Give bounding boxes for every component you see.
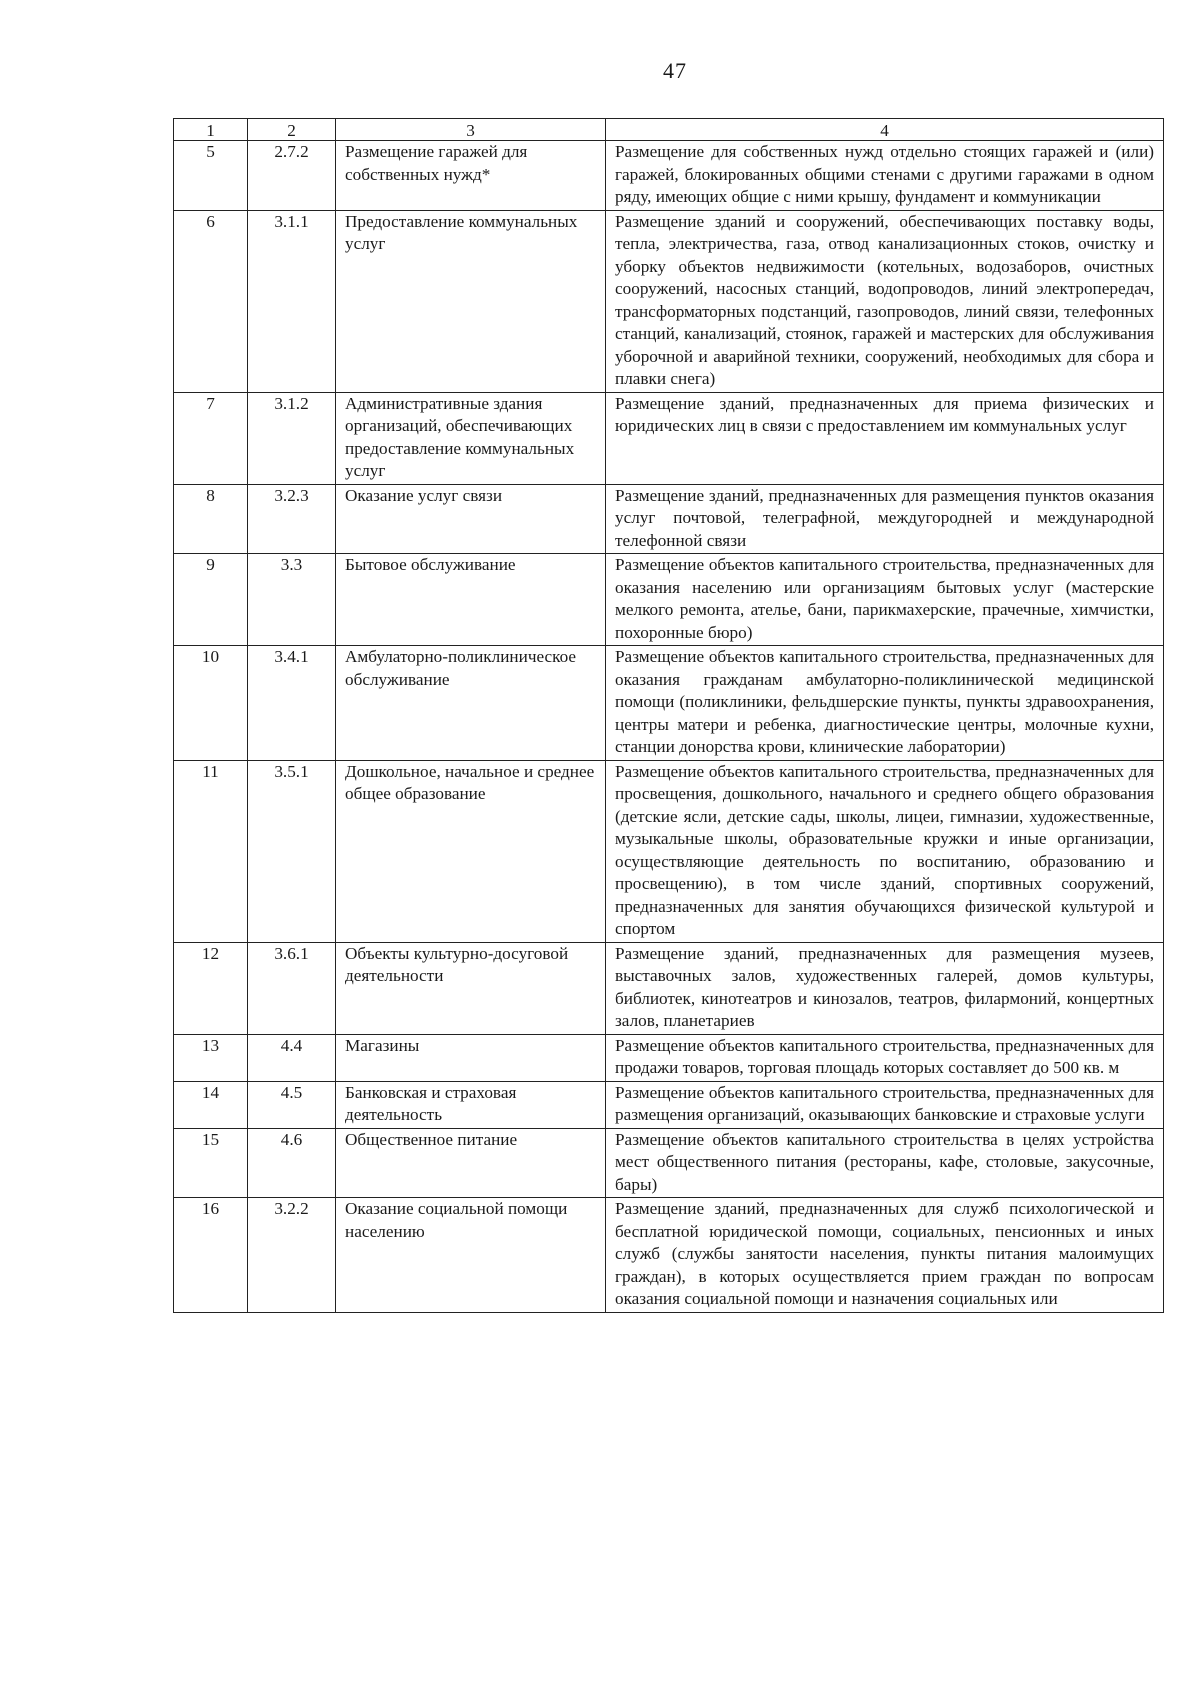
- land-use-name: Объекты культурно-досуговой деятельности: [336, 942, 606, 1034]
- row-number: 12: [174, 942, 248, 1034]
- land-use-name: Дошкольное, начальное и среднее общее образование: [336, 760, 606, 942]
- row-number: 5: [174, 141, 248, 211]
- land-use-description: Размещение объектов капитального строительства, предназначенных для размещения организаций, оказывающих банковские и страховые услуги: [606, 1081, 1164, 1128]
- table-row: [174, 646, 1164, 761]
- table-row: [174, 484, 1164, 554]
- row-number: 16: [174, 1198, 248, 1313]
- land-use-name: Оказание услуг связи: [336, 484, 606, 554]
- land-use-description: Размещение зданий, предназначенных для служб психологической и бесплатной юридической помощи, социальных, пенсионных и иных служб (службы занятости населения, пункты питания малоимущих граждан), в которых осуществляется прием граждан по вопросам оказания социальной помощи и назначения социальных или: [606, 1198, 1164, 1313]
- table-row: [174, 392, 1164, 484]
- land-use-name: Магазины: [336, 1034, 606, 1081]
- land-use-name: Оказание социальной помощи населению: [336, 1198, 606, 1313]
- land-use-code: 2.7.2: [248, 141, 336, 211]
- land-use-code: 3.2.3: [248, 484, 336, 554]
- land-use-code: 3.3: [248, 554, 336, 646]
- land-use-description: Размещение зданий, предназначенных для размещения пунктов оказания услуг почтовой, телеграфной, междугородней и международной телефонной связи: [606, 484, 1164, 554]
- column-header: 4: [606, 119, 1164, 141]
- land-use-name: Бытовое обслуживание: [336, 554, 606, 646]
- land-use-name: Предоставление коммунальных услуг: [336, 210, 606, 392]
- land-use-name: Административные здания организаций, обеспечивающих предоставление коммунальных услуг: [336, 392, 606, 484]
- table-row: [174, 210, 1164, 392]
- land-use-description: Размещение зданий и сооружений, обеспечивающих поставку воды, тепла, электричества, газа, отвод канализационных стоков, очистку и уборку объектов недвижимости (котельных, водозаборов, очистных сооружений, насосных станций, водопроводов, линий электропередач, трансформаторных подстанций, газопроводов, линий связи, телефонных станций, канализаций, стоянок, гаражей и мастерских для обслуживания уборочной и аварийной техники, сооружений, необходимых для сбора и плавки снега): [606, 210, 1164, 392]
- land-use-name: Банковская и страховая деятельность: [336, 1081, 606, 1128]
- land-use-description: Размещение зданий, предназначенных для приема физических и юридических лиц в связи с предоставлением им коммунальных услуг: [606, 392, 1164, 484]
- row-number: 11: [174, 760, 248, 942]
- row-number: 10: [174, 646, 248, 761]
- land-use-table: [173, 118, 1164, 1313]
- table-row: [174, 1128, 1164, 1198]
- table-row: [174, 1081, 1164, 1128]
- land-use-description: Размещение объектов капитального строительства, предназначенных для просвещения, дошкольного, начального и среднего общего образования (детские ясли, детские сады, школы, лицеи, гимназии, художественные, музыкальные школы, образовательные кружки и иные организации, осуществляющие деятельность по воспитанию, образованию и просвещению), в том числе зданий, спортивных сооружений, предназначенных для занятия обучающихся физической культурой и спортом: [606, 760, 1164, 942]
- row-number: 15: [174, 1128, 248, 1198]
- table-header-row: [174, 119, 1164, 141]
- land-use-code: 4.5: [248, 1081, 336, 1128]
- row-number: 14: [174, 1081, 248, 1128]
- row-number: 8: [174, 484, 248, 554]
- table-row: [174, 141, 1164, 211]
- table-row: [174, 760, 1164, 942]
- column-header: 3: [336, 119, 606, 141]
- table-row: [174, 554, 1164, 646]
- land-use-name: Размещение гаражей для собственных нужд*: [336, 141, 606, 211]
- land-use-code: 3.2.2: [248, 1198, 336, 1313]
- land-use-name: Амбулаторно-поликлиническое обслуживание: [336, 646, 606, 761]
- row-number: 6: [174, 210, 248, 392]
- land-use-description: Размещение объектов капитального строительства, предназначенных для продажи товаров, торговая площадь которых составляет до 500 кв. м: [606, 1034, 1164, 1081]
- row-number: 9: [174, 554, 248, 646]
- land-use-code: 3.1.2: [248, 392, 336, 484]
- land-use-code: 4.4: [248, 1034, 336, 1081]
- page-number: 47: [663, 58, 687, 83]
- land-use-description: Размещение объектов капитального строительства в целях устройства мест общественного питания (рестораны, кафе, столовые, закусочные, бары): [606, 1128, 1164, 1198]
- row-number: 13: [174, 1034, 248, 1081]
- column-header: 1: [174, 119, 248, 141]
- land-use-description: Размещение для собственных нужд отдельно стоящих гаражей и (или) гаражей, блокированных общими стенами с другими гаражами в одном ряду, имеющих общие с ними крышу, фундамент и коммуникации: [606, 141, 1164, 211]
- land-use-code: 3.5.1: [248, 760, 336, 942]
- land-use-code: 4.6: [248, 1128, 336, 1198]
- land-use-description: Размещение объектов капитального строительства, предназначенных для оказания населению или организациям бытовых услуг (мастерские мелкого ремонта, ателье, бани, парикмахерские, прачечные, химчистки, похоронные бюро): [606, 554, 1164, 646]
- table-row: [174, 942, 1164, 1034]
- row-number: 7: [174, 392, 248, 484]
- column-header: 2: [248, 119, 336, 141]
- table-row: [174, 1034, 1164, 1081]
- land-use-code: 3.1.1: [248, 210, 336, 392]
- land-use-description: Размещение зданий, предназначенных для размещения музеев, выставочных залов, художественных галерей, домов культуры, библиотек, кинотеатров и кинозалов, театров, филармоний, концертных залов, планетариев: [606, 942, 1164, 1034]
- land-use-code: 3.6.1: [248, 942, 336, 1034]
- land-use-name: Общественное питание: [336, 1128, 606, 1198]
- table-row: [174, 1198, 1164, 1313]
- land-use-code: 3.4.1: [248, 646, 336, 761]
- land-use-description: Размещение объектов капитального строительства, предназначенных для оказания гражданам амбулаторно-поликлинической медицинской помощи (поликлиники, фельдшерские пункты, пункты здравоохранения, центры матери и ребенка, диагностические центры, молочные кухни, станции донорства крови, клинические лаборатории): [606, 646, 1164, 761]
